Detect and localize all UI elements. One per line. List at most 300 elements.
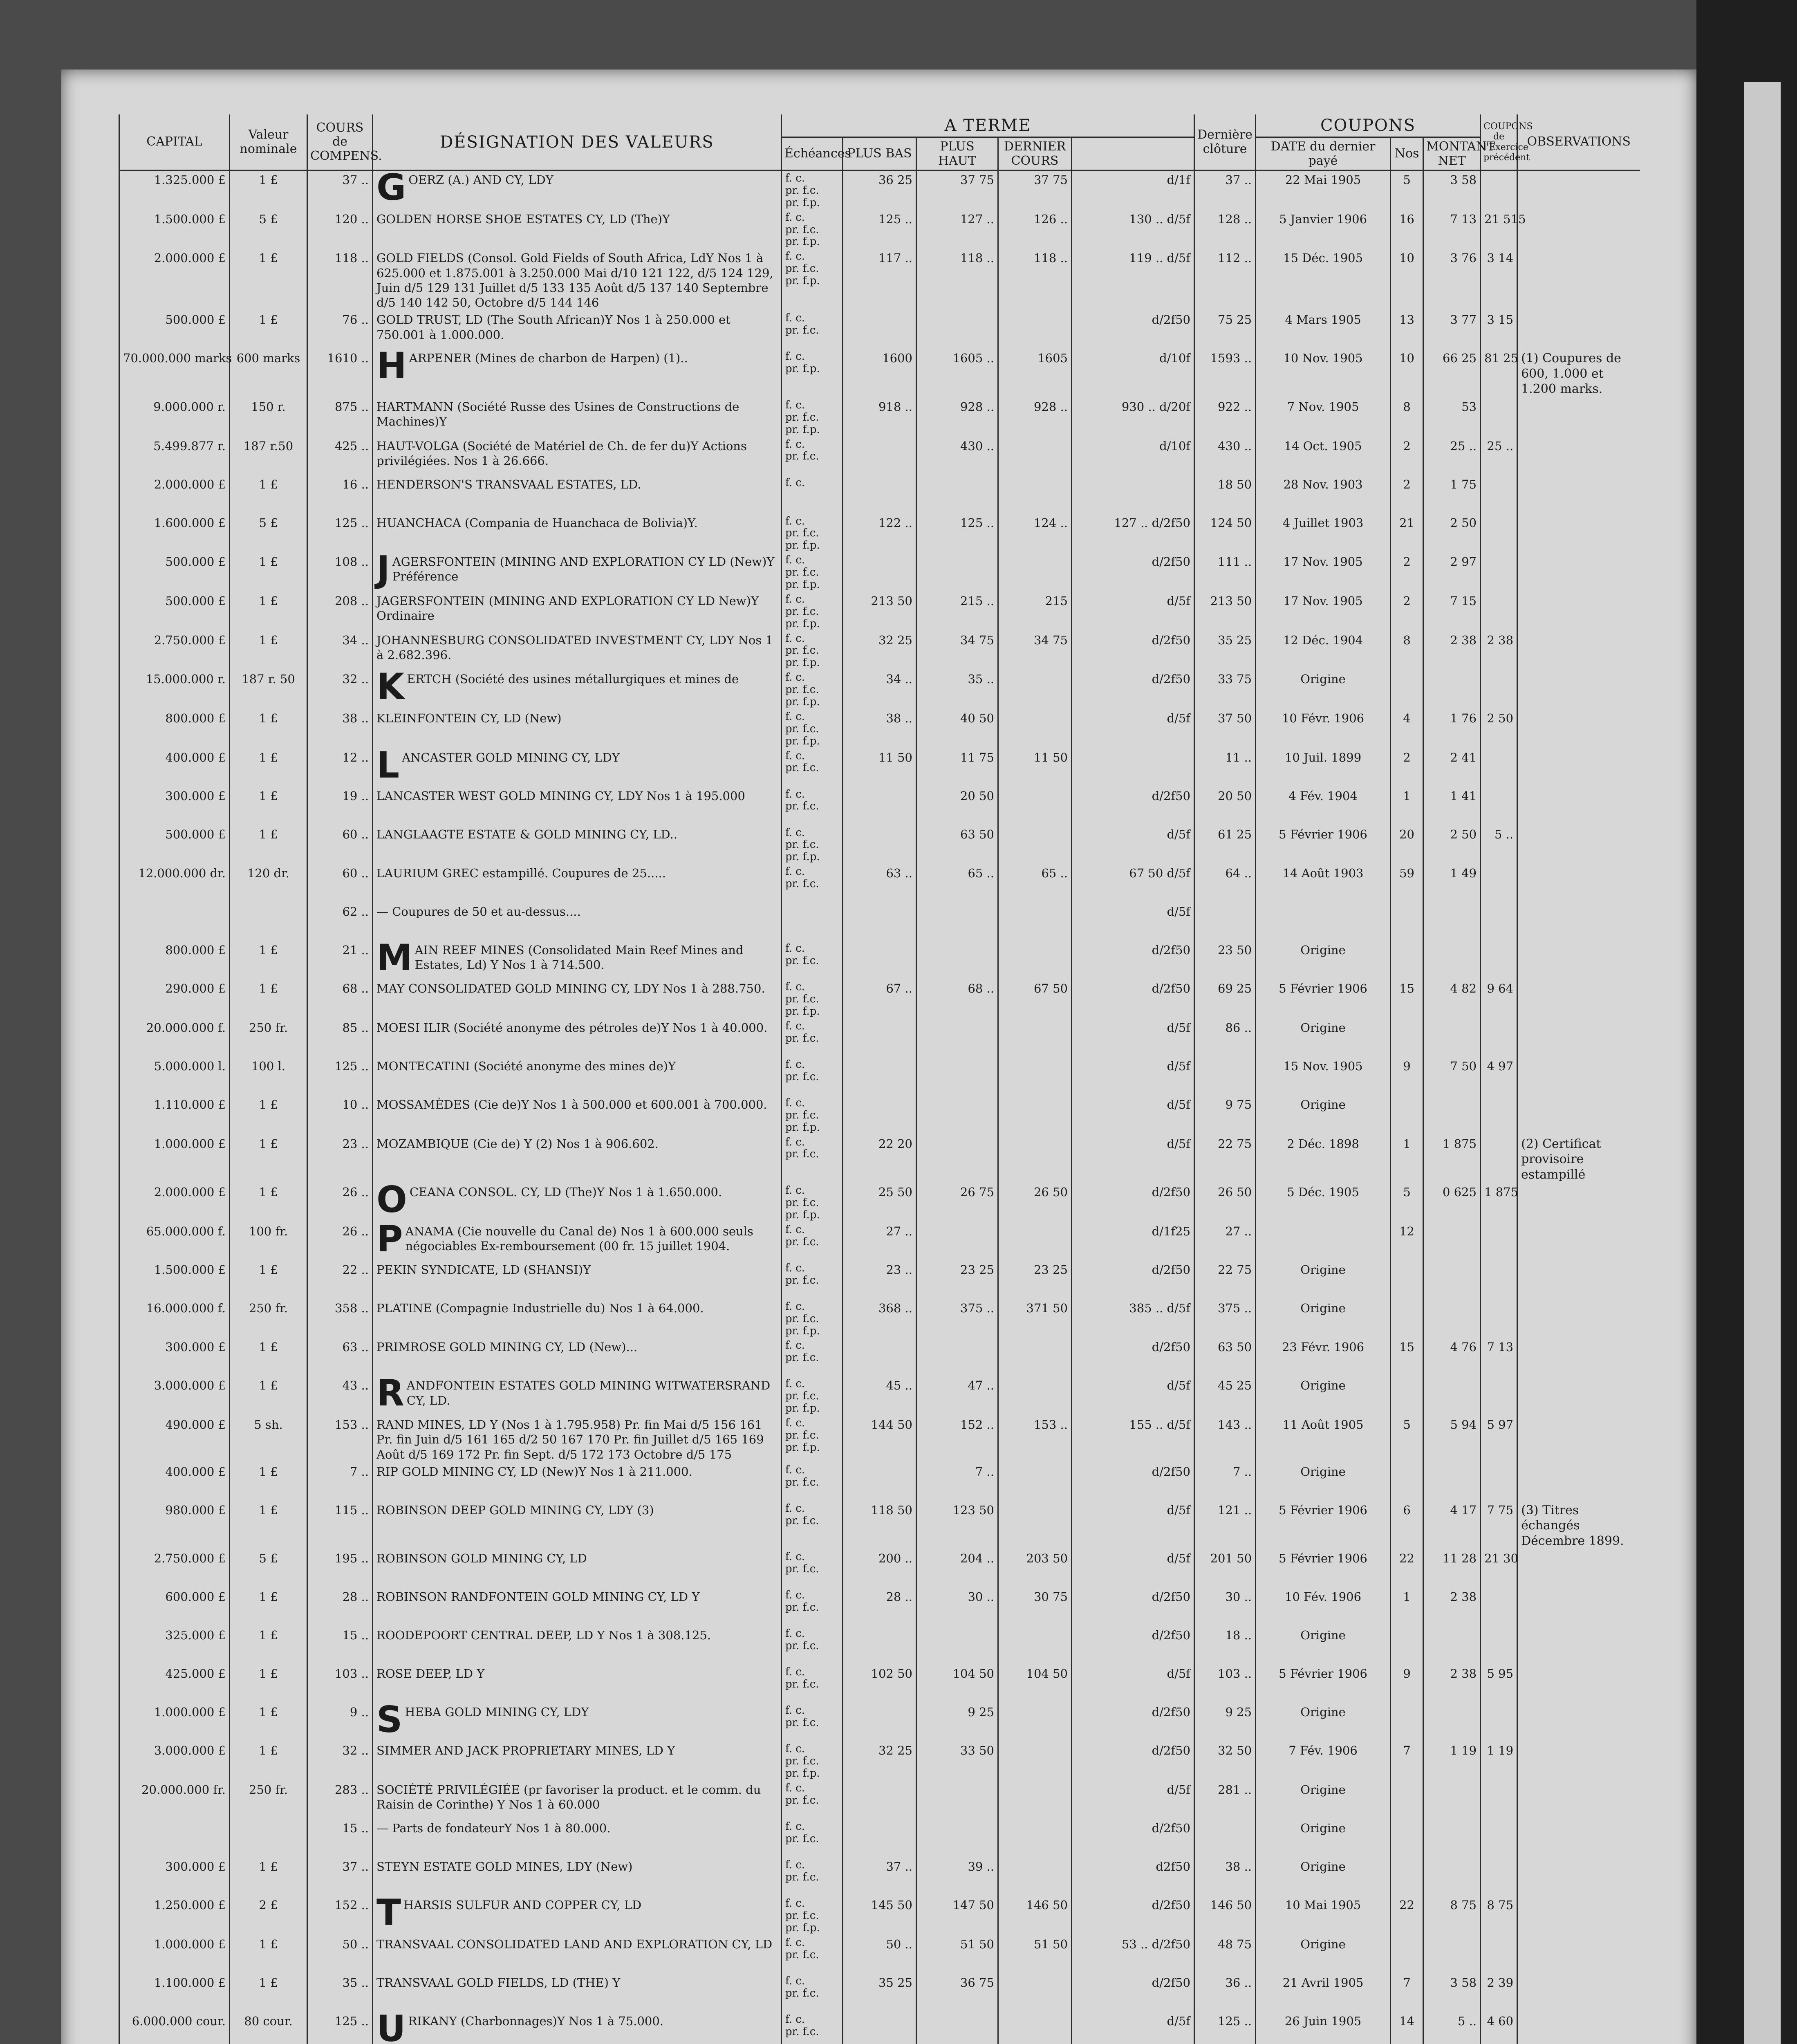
plus-bas-cell: 28 ..: [843, 1588, 916, 1627]
capital-cell: 800.000 £: [119, 710, 230, 749]
table-row: [119, 1261, 1640, 1300]
plus-bas-cell: 1600: [843, 350, 916, 398]
numero-coupon-cell: 2: [1391, 592, 1423, 632]
plus-bas-cell: 27 ..: [843, 1223, 916, 1261]
valeur-name: ROSE DEEP, LD Y: [376, 1667, 485, 1681]
dernier-cours-cell: 65 ..: [998, 865, 1072, 903]
date-coupon-cell: 4 Fév. 1904: [1256, 787, 1391, 826]
capital-cell: 400.000 £: [119, 749, 230, 787]
montant-net-cell: 1 19: [1423, 1742, 1481, 1781]
designation-cell: [373, 2007, 782, 2044]
cours-compens-cell: 115 ..: [307, 1502, 373, 1550]
coupon-precedent-cell: 21 30: [1481, 1550, 1517, 1588]
valeur-name: ERTCH (Société des usines métallurgiques et mines de: [407, 672, 739, 686]
cours-compens-cell: 38 ..: [307, 710, 373, 749]
derniere-cloture-cell: 9 75: [1194, 1096, 1256, 1135]
derniere-cloture-cell: 128 ..: [1194, 211, 1256, 250]
derniere-cloture-cell: 111 ..: [1194, 553, 1256, 592]
observations-cell: [1517, 311, 1640, 350]
montant-net-cell: [1423, 1377, 1481, 1416]
valeur-name: HUANCHACA (Compania de Huanchaca de Bolivia)Y.: [376, 515, 698, 530]
primes-cell: 155 .. d/5f: [1072, 1416, 1194, 1463]
montant-net-cell: [1423, 941, 1481, 980]
observations-cell: [1517, 211, 1640, 250]
coupon-precedent-cell: [1481, 1936, 1517, 1974]
designation-cell: [373, 937, 782, 980]
capital-cell: 1.600.000 £: [119, 514, 230, 554]
numero-coupon-cell: 14: [1391, 2013, 1423, 2044]
valeur-name: ROBINSON GOLD MINING CY, LD: [376, 1551, 587, 1566]
table-row: [119, 350, 1640, 398]
numero-coupon-cell: 9: [1391, 1665, 1423, 1703]
cours-compens-cell: 68 ..: [307, 980, 373, 1019]
primes-cell: d/5f: [1072, 1058, 1194, 1096]
valeur-name: CEANA CONSOL. CY, LD (The)Y Nos 1 à 1.650.000.: [409, 1185, 722, 1199]
echeances-cell: f. c. pr. f.c.: [782, 2013, 843, 2044]
cours-compens-cell: 9 ..: [307, 1703, 373, 1742]
valeur-name: — Parts de fondateurY Nos 1 à 80.000.: [376, 1821, 611, 1835]
header-echeances: Échéances: [782, 137, 843, 170]
plus-bas-cell: 63 ..: [843, 865, 916, 903]
plus-haut-cell: 36 75: [916, 1974, 998, 2013]
dernier-cours-cell: 30 75: [998, 1588, 1072, 1627]
valeur-name: MOESI ILIR (Société anonyme des pétroles de)Y Nos 1 à 40.000.: [376, 1020, 768, 1035]
valeur-name: LANGLAAGTE ESTATE & GOLD MINING CY, LD..: [376, 827, 678, 841]
valeur-name: — Coupures de 50 et au-dessus....: [376, 905, 581, 919]
montant-net-cell: [1423, 1019, 1481, 1058]
primes-cell: d/5f: [1072, 1550, 1194, 1588]
primes-cell: d/2f50: [1072, 1463, 1194, 1502]
echeances-cell: f. c. pr. f.c.: [782, 1820, 843, 1858]
table-row: [119, 1858, 1640, 1896]
header-coupons-exercice: COUPONS de l'Exercice précédent: [1481, 114, 1517, 170]
table-row: [119, 710, 1640, 749]
date-coupon-cell: 7 Nov. 1905: [1256, 398, 1391, 437]
date-coupon-cell: 11 Août 1905: [1256, 1416, 1391, 1463]
cours-compens-cell: 23 ..: [307, 1135, 373, 1184]
valeur-name: ROBINSON RANDFONTEIN GOLD MINING CY, LD Y: [376, 1590, 700, 1604]
cours-compens-cell: 34 ..: [307, 632, 373, 671]
dernier-cours-cell: [998, 1135, 1072, 1184]
designation-cell: [373, 1665, 782, 1703]
montant-net-cell: [1423, 1261, 1481, 1300]
date-coupon-cell: Origine: [1256, 1096, 1391, 1135]
cours-compens-cell: 7 ..: [307, 1463, 373, 1502]
primes-cell: d/5f: [1072, 1781, 1194, 1820]
date-coupon-cell: 4 Mars 1905: [1256, 311, 1391, 350]
numero-coupon-cell: [1391, 1096, 1423, 1135]
header-designation: DÉSIGNATION DES VALEURS: [373, 114, 782, 170]
observations-cell: [1517, 980, 1640, 1019]
designation-cell: [373, 1300, 782, 1339]
date-coupon-cell: 17 Nov. 1905: [1256, 553, 1391, 592]
primes-cell: 119 .. d/5f: [1072, 249, 1194, 311]
plus-haut-cell: 215 ..: [916, 592, 998, 632]
plus-haut-cell: 23 25: [916, 1261, 998, 1300]
dernier-cours-cell: 104 50: [998, 1665, 1072, 1703]
numero-coupon-cell: [1391, 1820, 1423, 1858]
echeances-cell: f. c. pr. f.c. pr. f.p.: [782, 514, 843, 554]
document-page: [61, 69, 1696, 2044]
dernier-cours-cell: [998, 1377, 1072, 1416]
numero-coupon-cell: 6: [1391, 1502, 1423, 1550]
table-row: [119, 1742, 1640, 1781]
plus-bas-cell: [843, 826, 916, 865]
valeur-nominale-cell: 1 £: [230, 170, 307, 211]
valeur-name: HARSIS SULFUR AND COPPER CY, LD: [403, 1898, 642, 1912]
plus-bas-cell: 32 25: [843, 1742, 916, 1781]
plus-haut-cell: [916, 1096, 998, 1135]
observations-cell: [1517, 1377, 1640, 1416]
table-row: [119, 1019, 1640, 1058]
capital-cell: 2.000.000 £: [119, 249, 230, 311]
montant-net-cell: 11 28: [1423, 1550, 1481, 1588]
primes-cell: 67 50 d/5f: [1072, 865, 1194, 903]
derniere-cloture-cell: 64 ..: [1194, 865, 1256, 903]
primes-cell: d/5f: [1072, 2013, 1194, 2044]
plus-bas-cell: [843, 437, 916, 476]
designation-cell: [373, 1699, 782, 1742]
derniere-cloture-cell: 30 ..: [1194, 1588, 1256, 1627]
date-coupon-cell: 26 Juin 1905: [1256, 2013, 1391, 2044]
observations-cell: [1517, 826, 1640, 865]
capital-cell: 16.000.000 f.: [119, 1300, 230, 1339]
observations-cell: [1517, 1742, 1640, 1781]
valeur-nominale-cell: 250 fr.: [230, 1019, 307, 1058]
plus-haut-cell: 1605 ..: [916, 350, 998, 398]
date-coupon-cell: 12 Déc. 1904: [1256, 632, 1391, 671]
derniere-cloture-cell: 7 ..: [1194, 1463, 1256, 1502]
dernier-cours-cell: [998, 1463, 1072, 1502]
numero-coupon-cell: 20: [1391, 826, 1423, 865]
dernier-cours-cell: [998, 1781, 1072, 1820]
valeur-name: ANAMA (Cie nouvelle du Canal de) Nos 1 à 600.000 seuls négociables Ex-remboursement (00 fr. 15 juillet 1904.: [405, 1224, 753, 1253]
echeances-cell: f. c. pr. f.c. pr. f.p.: [782, 1300, 843, 1339]
valeur-name: LANCASTER WEST GOLD MINING CY, LDY Nos 1 à 195.000: [376, 789, 745, 803]
cours-compens-cell: 22 ..: [307, 1261, 373, 1300]
dernier-cours-cell: [998, 1223, 1072, 1261]
montant-net-cell: [1423, 1703, 1481, 1742]
capital-cell: 600.000 £: [119, 1588, 230, 1627]
primes-cell: d/2f50: [1072, 670, 1194, 710]
capital-cell: 15.000.000 r.: [119, 670, 230, 710]
designation-cell: [373, 1372, 782, 1416]
plus-haut-cell: [916, 2013, 998, 2044]
cours-compens-cell: 85 ..: [307, 1019, 373, 1058]
montant-net-cell: 2 50: [1423, 826, 1481, 865]
derniere-cloture-cell: 22 75: [1194, 1261, 1256, 1300]
derniere-cloture-cell: 63 50: [1194, 1338, 1256, 1377]
plus-haut-cell: 147 50: [916, 1896, 998, 1936]
coupon-precedent-cell: [1481, 1261, 1517, 1300]
derniere-cloture-cell: 26 50: [1194, 1183, 1256, 1223]
numero-coupon-cell: [1391, 941, 1423, 980]
echeances-cell: f. c. pr. f.c. pr. f.p.: [782, 980, 843, 1019]
initial-letter: L: [376, 744, 400, 786]
designation-cell: [373, 345, 782, 398]
designation-cell: [373, 1096, 782, 1135]
valeur-name: HENDERSON'S TRANSVAAL ESTATES, LD.: [376, 477, 641, 491]
numero-coupon-cell: 15: [1391, 1338, 1423, 1377]
table-row: [119, 311, 1640, 350]
plus-haut-cell: [916, 1781, 998, 1820]
montant-net-cell: 2 38: [1423, 632, 1481, 671]
designation-cell: [373, 1502, 782, 1550]
plus-bas-cell: 36 25: [843, 170, 916, 211]
table-row: [119, 476, 1640, 514]
valeur-name: ARPENER (Mines de charbon de Harpen) (1)..: [409, 351, 688, 365]
numero-coupon-cell: 22: [1391, 1550, 1423, 1588]
valeur-name: ANDFONTEIN ESTATES GOLD MINING WITWATERSRAND CY, LD.: [406, 1378, 771, 1407]
plus-haut-cell: [916, 1135, 998, 1184]
coupon-precedent-cell: [1481, 476, 1517, 514]
echeances-cell: f. c. pr. f.c.: [782, 311, 843, 350]
valeur-name: HEBA GOLD MINING CY, LDY: [405, 1705, 589, 1719]
plus-bas-cell: 144 50: [843, 1416, 916, 1463]
montant-net-cell: 1 875: [1423, 1135, 1481, 1184]
montant-net-cell: [1423, 903, 1481, 941]
valeur-nominale-cell: 1 £: [230, 1742, 307, 1781]
observations-cell: [1517, 1820, 1640, 1858]
capital-cell: 2.750.000 £: [119, 1550, 230, 1588]
plus-bas-cell: 25 50: [843, 1183, 916, 1223]
echeances-cell: f. c. pr. f.c.: [782, 1135, 843, 1184]
echeances-cell: f. c. pr. f.c. pr. f.p.: [782, 170, 843, 211]
valeur-nominale-cell: 1 £: [230, 710, 307, 749]
montant-net-cell: 3 76: [1423, 249, 1481, 311]
capital-cell: 6.000.000 cour.: [119, 2013, 230, 2044]
montant-net-cell: [1423, 670, 1481, 710]
capital-cell: 20.000.000 fr.: [119, 1781, 230, 1820]
primes-cell: 127 .. d/2f50: [1072, 514, 1194, 554]
plus-haut-cell: 68 ..: [916, 980, 998, 1019]
capital-cell: 325.000 £: [119, 1627, 230, 1665]
table-row: [119, 1058, 1640, 1096]
cours-compens-cell: 37 ..: [307, 1858, 373, 1896]
derniere-cloture-cell: 103 ..: [1194, 1665, 1256, 1703]
date-coupon-cell: Origine: [1256, 1936, 1391, 1974]
plus-haut-cell: [916, 553, 998, 592]
coupon-precedent-cell: 25 ..: [1481, 437, 1517, 476]
coupon-precedent-cell: [1481, 1300, 1517, 1339]
observations-cell: [1517, 1463, 1640, 1502]
plus-haut-cell: 37 75: [916, 170, 998, 211]
plus-bas-cell: [843, 1058, 916, 1096]
numero-coupon-cell: [1391, 1463, 1423, 1502]
plus-haut-cell: [916, 1820, 998, 1858]
valeur-name: SOCIÉTÉ PRIVILÉGIÉE (pr favoriser la product. et le comm. du Raisin de Corinthe) Y Nos 1 à 60.000: [376, 1783, 761, 1812]
numero-coupon-cell: 7: [1391, 1974, 1423, 2013]
primes-cell: d/2f50: [1072, 1338, 1194, 1377]
valeur-name: STEYN ESTATE GOLD MINES, LDY (New): [376, 1860, 633, 1874]
plus-haut-cell: 34 75: [916, 632, 998, 671]
initial-letter: R: [376, 1372, 404, 1414]
valeur-name: GOLD FIELDS (Consol. Gold Fields of South Africa, LdY Nos 1 à 625.000 et 1.875.001 à 3.250.000 Mai d/10 121 122, d/5 124 129, Juin d/5 129 131 Juillet d/5 133 135 Août d/5 137 140 Septembre d/5 140 142 50, Octobre d/5 144 146: [376, 251, 773, 310]
dernier-cours-cell: [998, 1019, 1072, 1058]
capital-cell: 1.110.000 £: [119, 1096, 230, 1135]
numero-coupon-cell: 12: [1391, 1223, 1423, 1261]
valeur-nominale-cell: 1 £: [230, 941, 307, 980]
observations-cell: [1517, 1627, 1640, 1665]
plus-bas-cell: [843, 1781, 916, 1820]
table-row: [119, 437, 1640, 476]
cours-compens-cell: 15 ..: [307, 1627, 373, 1665]
observations-cell: [1517, 1183, 1640, 1223]
echeances-cell: f. c. pr. f.c.: [782, 1936, 843, 1974]
derniere-cloture-cell: 121 ..: [1194, 1502, 1256, 1550]
designation-cell: [373, 1338, 782, 1377]
table-row: [119, 1820, 1640, 1858]
numero-coupon-cell: 15: [1391, 980, 1423, 1019]
numero-coupon-cell: [1391, 1858, 1423, 1896]
date-coupon-cell: 10 Nov. 1905: [1256, 350, 1391, 398]
echeances-cell: f. c. pr. f.c.: [782, 1550, 843, 1588]
primes-cell: d/2f50: [1072, 1974, 1194, 2013]
plus-bas-cell: 22 20: [843, 1135, 916, 1184]
designation-cell: [373, 1627, 782, 1665]
table-row: [119, 592, 1640, 632]
plus-haut-cell: [916, 311, 998, 350]
capital-cell: 500.000 £: [119, 311, 230, 350]
dernier-cours-cell: [998, 1502, 1072, 1550]
coupon-precedent-cell: 7 13: [1481, 1338, 1517, 1377]
designation-cell: [373, 211, 782, 250]
designation-cell: [373, 1463, 782, 1502]
table-row: [119, 1502, 1640, 1550]
observations-cell: [1517, 514, 1640, 554]
plus-haut-cell: [916, 903, 998, 941]
coupon-precedent-cell: [1481, 1588, 1517, 1627]
coupon-precedent-cell: 2 39: [1481, 1974, 1517, 2013]
derniere-cloture-cell: 1593 ..: [1194, 350, 1256, 398]
valeur-nominale-cell: 250 fr.: [230, 1300, 307, 1339]
echeances-cell: [782, 903, 843, 941]
date-coupon-cell: 14 Août 1903: [1256, 865, 1391, 903]
table-row: [119, 1936, 1640, 1974]
header-observations: OBSERVATIONS: [1517, 114, 1640, 170]
valeur-nominale-cell: 600 marks: [230, 350, 307, 398]
plus-haut-cell: 7 ..: [916, 1463, 998, 1502]
montant-net-cell: 0 625: [1423, 1183, 1481, 1223]
plus-bas-cell: 122 ..: [843, 514, 916, 554]
plus-bas-cell: 918 ..: [843, 398, 916, 437]
observations-cell: [1517, 1703, 1640, 1742]
date-coupon-cell: 5 Février 1906: [1256, 980, 1391, 1019]
derniere-cloture-cell: 11 ..: [1194, 749, 1256, 787]
valeur-nominale-cell: 80 cour.: [230, 2013, 307, 2044]
valeur-name: PLATINE (Compagnie Industrielle du) Nos 1 à 64.000.: [376, 1301, 704, 1315]
numero-coupon-cell: 9: [1391, 1058, 1423, 1096]
echeances-cell: f. c. pr. f.c.: [782, 1223, 843, 1261]
date-coupon-cell: Origine: [1256, 941, 1391, 980]
designation-cell: [373, 980, 782, 1019]
capital-cell: 3.000.000 £: [119, 1377, 230, 1416]
date-coupon-cell: 21 Avril 1905: [1256, 1974, 1391, 2013]
numero-coupon-cell: 16: [1391, 211, 1423, 250]
designation-cell: [373, 437, 782, 476]
coupon-precedent-cell: 5 95: [1481, 1665, 1517, 1703]
observations-cell: [1517, 670, 1640, 710]
numero-coupon-cell: [1391, 1936, 1423, 1974]
montant-net-cell: [1423, 1781, 1481, 1820]
dernier-cours-cell: [998, 1820, 1072, 1858]
coupon-precedent-cell: [1481, 1703, 1517, 1742]
initial-letter: U: [376, 2007, 406, 2044]
date-coupon-cell: 5 Février 1906: [1256, 1502, 1391, 1550]
coupon-precedent-cell: 5 ..: [1481, 826, 1517, 865]
derniere-cloture-cell: 18 ..: [1194, 1627, 1256, 1665]
date-coupon-cell: 10 Fév. 1906: [1256, 1588, 1391, 1627]
primes-cell: d/5f: [1072, 710, 1194, 749]
primes-cell: d/2f50: [1072, 941, 1194, 980]
valeur-name: TRANSVAAL GOLD FIELDS, LD (THE) Y: [376, 1975, 621, 1990]
plus-haut-cell: 35 ..: [916, 670, 998, 710]
designation-cell: [373, 1742, 782, 1781]
numero-coupon-cell: [1391, 1019, 1423, 1058]
coupon-precedent-cell: [1481, 1820, 1517, 1858]
cours-compens-cell: 32 ..: [307, 670, 373, 710]
dernier-cours-cell: 34 75: [998, 632, 1072, 671]
table-row: [119, 1974, 1640, 2013]
valeur-nominale-cell: 2 £: [230, 1896, 307, 1936]
coupon-precedent-cell: [1481, 670, 1517, 710]
primes-cell: 130 .. d/5f: [1072, 211, 1194, 250]
dernier-cours-cell: [998, 1627, 1072, 1665]
coupon-precedent-cell: [1481, 398, 1517, 437]
plus-haut-cell: 30 ..: [916, 1588, 998, 1627]
initial-letter: O: [376, 1179, 407, 1221]
montant-net-cell: [1423, 1936, 1481, 1974]
table-row: [119, 903, 1640, 941]
capital-cell: 1.500.000 £: [119, 211, 230, 250]
date-coupon-cell: Origine: [1256, 1627, 1391, 1665]
capital-cell: 400.000 £: [119, 1463, 230, 1502]
valeur-name: ROBINSON DEEP GOLD MINING CY, LDY (3): [376, 1503, 654, 1517]
coupon-precedent-cell: 81 25: [1481, 350, 1517, 398]
designation-cell: [373, 865, 782, 903]
primes-cell: d/5f: [1072, 1665, 1194, 1703]
derniere-cloture-cell: 20 50: [1194, 787, 1256, 826]
table-row: [119, 1703, 1640, 1742]
montant-net-cell: 1 76: [1423, 710, 1481, 749]
cours-compens-cell: 50 ..: [307, 1936, 373, 1974]
initial-letter: M: [376, 937, 412, 979]
plus-haut-cell: 11 75: [916, 749, 998, 787]
capital-cell: 290.000 £: [119, 980, 230, 1019]
cours-compens-cell: 63 ..: [307, 1338, 373, 1377]
derniere-cloture-cell: 69 25: [1194, 980, 1256, 1019]
valeur-nominale-cell: 1 £: [230, 1096, 307, 1135]
plus-haut-cell: [916, 1019, 998, 1058]
table-row: [119, 211, 1640, 250]
montant-net-cell: 3 58: [1423, 170, 1481, 211]
capital-cell: 20.000.000 f.: [119, 1019, 230, 1058]
capital-cell: 500.000 £: [119, 826, 230, 865]
coupon-precedent-cell: 3 15: [1481, 311, 1517, 350]
derniere-cloture-cell: 27 ..: [1194, 1223, 1256, 1261]
coupon-precedent-cell: [1481, 170, 1517, 211]
capital-cell: 500.000 £: [119, 553, 230, 592]
primes-cell: d/5f: [1072, 592, 1194, 632]
derniere-cloture-cell: 281 ..: [1194, 1781, 1256, 1820]
plus-haut-cell: 9 25: [916, 1703, 998, 1742]
capital-cell: 1.000.000 £: [119, 1936, 230, 1974]
dernier-cours-cell: 118 ..: [998, 249, 1072, 311]
date-coupon-cell: Origine: [1256, 1703, 1391, 1742]
echeances-cell: f. c. pr. f.c.: [782, 1261, 843, 1300]
dernier-cours-cell: 215: [998, 592, 1072, 632]
date-coupon-cell: Origine: [1256, 1820, 1391, 1858]
